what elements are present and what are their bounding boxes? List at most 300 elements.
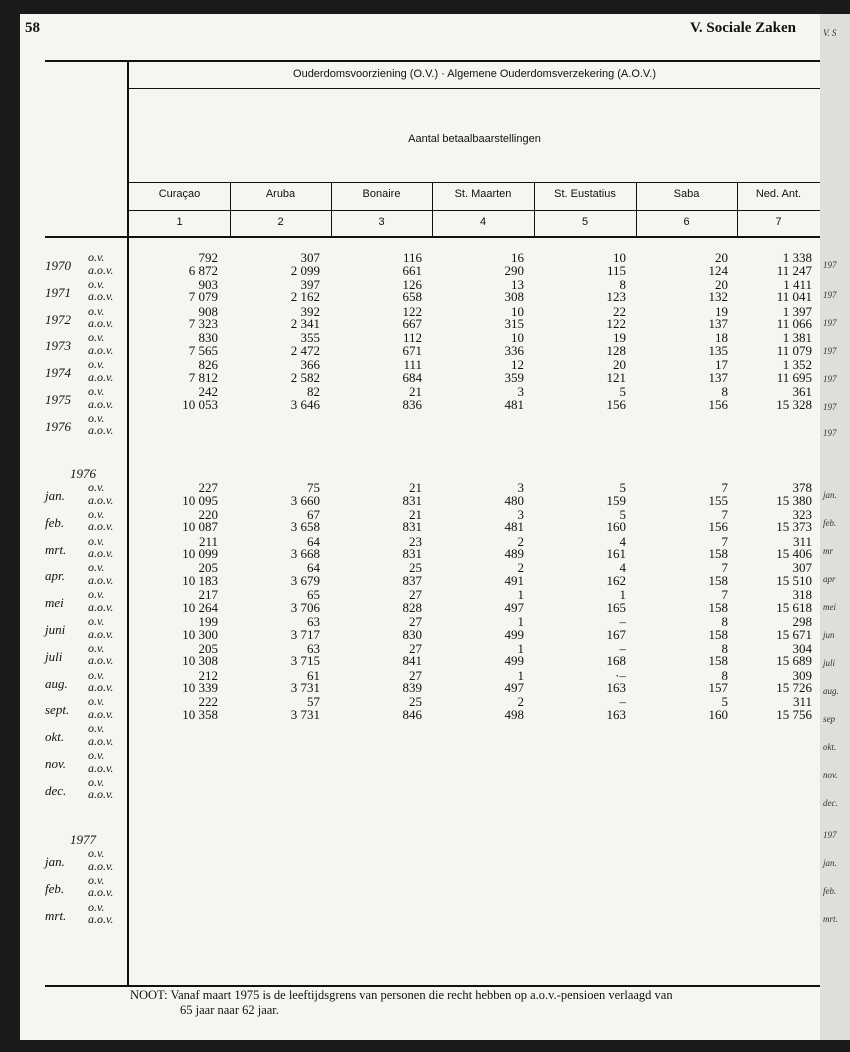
table-cell: 5 <box>721 694 728 710</box>
table-cell: 205 <box>198 640 218 656</box>
table-cell: 199 <box>198 614 218 629</box>
table-cell: 27 <box>409 640 422 656</box>
row-type-label: o.v. <box>88 410 105 425</box>
table-cell: 3 731 <box>290 706 320 722</box>
row-month: feb. <box>45 514 65 530</box>
table-cell: 158 <box>708 546 728 562</box>
table-cell: 25 <box>409 694 422 710</box>
table-cell: 2 <box>517 694 524 710</box>
table-cell: 6 872 <box>188 262 218 278</box>
table-cell: 839 <box>402 680 422 696</box>
adjacent-page-fragment: 197 <box>823 374 837 384</box>
row-month: feb. <box>45 880 65 896</box>
table-cell: 846 <box>402 706 422 722</box>
table-cell: 167 <box>606 626 626 642</box>
table-cell: 318 <box>792 587 812 603</box>
table-cell: 27 <box>409 614 422 629</box>
row-type-label: a.o.v. <box>88 912 114 927</box>
table-cell: 3 715 <box>290 653 320 669</box>
row-type-label: a.o.v. <box>88 680 114 695</box>
adjacent-page-fragment: feb. <box>823 886 837 896</box>
table-cell: 311 <box>792 533 812 549</box>
table-cell: 19 <box>613 330 626 346</box>
table-cell: 137 <box>708 369 728 385</box>
table-cell: 156 <box>606 396 626 412</box>
row-type-label: o.v. <box>88 480 105 494</box>
table-cell: 826 <box>198 357 218 373</box>
adjacent-page-fragment: 197 <box>823 402 837 412</box>
table-cell: 7 <box>721 560 728 576</box>
table-cell: 10 183 <box>182 572 218 588</box>
table-cell: 15 406 <box>776 546 812 562</box>
table-cell: 10 308 <box>182 653 218 669</box>
adjacent-page-fragment: 197 <box>823 260 837 270</box>
table-cell: 163 <box>606 706 626 722</box>
table-cell: 8 <box>721 667 728 683</box>
adjacent-page-fragment: jan. <box>823 858 837 868</box>
table-cell: – <box>619 694 626 710</box>
column-number: 5 <box>581 216 589 228</box>
table-cell: 162 <box>606 572 626 588</box>
table-cell: 7 565 <box>188 342 218 358</box>
row-type-label: a.o.v. <box>88 599 114 614</box>
table-cell: 830 <box>198 330 218 346</box>
table-cell: 160 <box>708 706 728 722</box>
row-type-label: o.v. <box>88 640 105 655</box>
row-type-label: o.v. <box>88 330 105 345</box>
table-cell: 111 <box>403 357 422 373</box>
table-cell: 498 <box>504 706 524 722</box>
table-cell: 217 <box>198 587 218 603</box>
adjacent-page-fragment: 197 <box>823 290 837 300</box>
table-cell: 311 <box>792 694 812 710</box>
row-year: 1973 <box>45 338 71 354</box>
table-cell: 121 <box>606 369 626 385</box>
table-cell: 309 <box>792 667 812 683</box>
row-type-label: a.o.v. <box>88 653 114 668</box>
table-cell: 2 <box>517 533 524 549</box>
table-cell: 10 087 <box>182 519 218 535</box>
table-cell: 336 <box>504 342 524 358</box>
adjacent-page-fragment: 197 <box>823 318 837 328</box>
row-type-label: a.o.v. <box>88 262 114 277</box>
table-cell: 497 <box>504 680 524 696</box>
table-cell: 163 <box>606 680 626 696</box>
table-cell: 11 695 <box>776 369 812 385</box>
table-cell: 122 <box>402 303 422 319</box>
table-cell: 4 <box>619 560 626 576</box>
table-cell: 132 <box>708 289 728 305</box>
table-cell: 831 <box>402 546 422 562</box>
table-cell: 1 <box>517 667 524 683</box>
table-cell: 65 <box>307 587 320 603</box>
adjacent-page-fragment: dec. <box>823 798 838 808</box>
table-cell: 157 <box>708 680 728 696</box>
table-cell: 128 <box>606 342 626 358</box>
adjacent-page-fragment: jan. <box>823 490 837 500</box>
table-cell: 20 <box>715 250 728 265</box>
row-type-label: a.o.v. <box>88 733 114 748</box>
footnote <box>130 988 790 1018</box>
row-type-label: o.v. <box>88 872 105 887</box>
table-cell: 499 <box>504 626 524 642</box>
row-type-label: a.o.v. <box>88 787 114 802</box>
table-cell: 392 <box>300 303 320 319</box>
row-month: okt. <box>45 729 65 745</box>
table-cell: 908 <box>198 303 218 319</box>
table-cell: 112 <box>402 330 422 346</box>
table-cell: 27 <box>409 587 422 603</box>
table-cell: 20 <box>715 276 728 292</box>
row-type-label: a.o.v. <box>88 858 114 873</box>
row-month: aug. <box>45 675 68 691</box>
column-header-island: Saba <box>673 188 700 200</box>
row-type-label: o.v. <box>88 899 105 914</box>
table-cell: 155 <box>708 492 728 508</box>
adjacent-page-fragment: 197 <box>823 428 837 438</box>
column-header-island: Aruba <box>265 188 296 200</box>
table-cell: 4 <box>619 533 626 549</box>
table-cell: 480 <box>504 492 524 508</box>
table-cell: 1 381 <box>782 330 812 346</box>
row-type-label: o.v. <box>88 560 105 575</box>
table-cell: 75 <box>307 480 320 495</box>
table-cell: 3 717 <box>290 626 320 642</box>
header-rule-1 <box>129 88 820 89</box>
table-cell: 135 <box>708 342 728 358</box>
row-month: dec. <box>45 782 67 798</box>
adjacent-page-fragment: 197 <box>823 346 837 356</box>
table-cell: 307 <box>792 560 812 576</box>
column-number: 2 <box>277 216 284 228</box>
table-cell: 15 726 <box>776 680 812 696</box>
column-header-island: St. Eustatius <box>554 188 616 200</box>
row-type-label: a.o.v. <box>88 316 114 331</box>
table-cell: 158 <box>708 653 728 669</box>
table-cell: 10 300 <box>182 626 218 642</box>
row-type-label: o.v. <box>88 303 105 318</box>
table-cell: 13 <box>511 276 524 292</box>
table-cell: 2 341 <box>290 316 320 332</box>
adjacent-page-fragment: mei <box>823 602 836 612</box>
header-rule-3 <box>129 210 820 211</box>
table-cell: 841 <box>402 653 422 669</box>
column-header-island: St. Maarten <box>454 188 512 200</box>
row-type-label: o.v. <box>88 774 105 789</box>
table-cell: 137 <box>708 316 728 332</box>
table-cell: 12 <box>511 357 524 373</box>
table-cell: 10 <box>613 250 626 265</box>
adjacent-page-fragment: mrt. <box>823 914 838 924</box>
table-cell: 63 <box>307 640 320 656</box>
row-month: juni <box>45 622 66 637</box>
row-year: 1972 <box>45 311 71 327</box>
adjacent-page-fragment: feb. <box>823 518 837 528</box>
row-type-label: a.o.v. <box>88 396 114 411</box>
row-type-label: a.o.v. <box>88 519 114 534</box>
table-cell: 23 <box>409 533 422 549</box>
table-cell: 156 <box>708 396 728 412</box>
table-cell: 21 <box>409 480 422 495</box>
table-cell: 7 323 <box>188 316 218 332</box>
table-cell: 3 731 <box>290 680 320 696</box>
adjacent-page-fragment: 197 <box>823 830 837 840</box>
table-cell: 1 <box>517 587 524 603</box>
table-cell: 19 <box>715 303 728 319</box>
table-cell: 3 <box>517 480 524 495</box>
table-cell: 11 079 <box>776 342 812 358</box>
row-month: mei <box>45 595 64 611</box>
table-cell: 837 <box>402 572 422 588</box>
row-type-label: o.v. <box>88 587 105 602</box>
row-year: 1976 <box>45 418 71 434</box>
table-cell: 366 <box>300 357 320 373</box>
table-cell: 5 <box>619 506 626 522</box>
table-cell: 481 <box>504 396 524 412</box>
table-cell: 499 <box>504 653 524 669</box>
table-cell: 836 <box>402 396 422 412</box>
table-cell: 2 162 <box>290 289 320 305</box>
table-cell: 2 582 <box>290 369 320 385</box>
table-cell: – <box>619 640 626 656</box>
section-year-1976: 1976 <box>70 466 96 481</box>
table-cell: 11 041 <box>776 289 812 305</box>
table-cell: 227 <box>198 480 218 495</box>
row-month: sept. <box>45 702 70 718</box>
table-cell: 828 <box>402 599 422 615</box>
table-cell: 355 <box>300 330 320 346</box>
table-cell: 158 <box>708 599 728 615</box>
footnote-line-2: 65 jaar naar 62 jaar. <box>180 1003 279 1017</box>
table-cell: 378 <box>792 480 812 495</box>
table-cell: 361 <box>792 384 812 399</box>
table-cell: 25 <box>409 560 422 576</box>
table-cell: 7 <box>721 533 728 549</box>
table-cell: 161 <box>606 546 626 562</box>
table-cell: 5 <box>619 480 626 495</box>
column-number: 6 <box>683 216 690 228</box>
footnote-line-1: NOOT: Vanaf maart 1975 is de leeftijdsgrens van personen die recht hebben op a.o.v.-pensioen verlaagd van <box>130 988 673 1002</box>
table-cell: 22 <box>613 303 626 319</box>
row-type-label: a.o.v. <box>88 706 114 721</box>
table-cell: 122 <box>606 316 626 332</box>
table-cell: 15 671 <box>776 626 812 642</box>
table-cell: 21 <box>409 384 422 399</box>
table-cell: 156 <box>708 519 728 535</box>
row-type-label: o.v. <box>88 721 105 736</box>
table-cell: 661 <box>402 262 422 278</box>
table-cell: 10 <box>511 330 524 346</box>
table-cell: 10 099 <box>182 546 218 562</box>
row-month: jan. <box>45 488 65 503</box>
table-bottom-rule <box>45 985 820 987</box>
table-cell: 1 338 <box>782 250 812 265</box>
table-cell: 168 <box>606 653 626 669</box>
adjacent-page-fragment: nov. <box>823 770 838 780</box>
table-top-rule <box>45 60 820 62</box>
table-cell: 2 <box>517 560 524 576</box>
row-year: 1975 <box>45 392 71 407</box>
row-type-label: o.v. <box>88 846 105 860</box>
table-cell: 830 <box>402 626 422 642</box>
table-cell: 307 <box>300 250 320 265</box>
table-cell: 63 <box>307 614 320 629</box>
row-type-label: a.o.v. <box>88 885 114 900</box>
table-cell: 1 352 <box>782 357 812 373</box>
table-cell: 304 <box>792 640 812 656</box>
row-type-label: a.o.v. <box>88 342 114 357</box>
table-cell: 15 373 <box>776 519 812 535</box>
table-cell: 671 <box>402 342 422 358</box>
table-cell: 7 <box>721 506 728 522</box>
table-cell: – <box>619 614 626 629</box>
row-type-label: a.o.v. <box>88 546 114 561</box>
row-month: apr. <box>45 568 65 584</box>
adjacent-page-fragment: apr <box>823 574 836 584</box>
table-cell: 11 066 <box>776 316 812 332</box>
table-cell: 10 053 <box>182 396 218 412</box>
row-type-label: o.v. <box>88 276 105 291</box>
table-cell: 64 <box>307 560 320 576</box>
adjacent-page-fragment: mr <box>823 546 834 556</box>
table-cell: 57 <box>307 694 320 710</box>
table-cell: 3 646 <box>290 396 320 412</box>
table-cell: 1 <box>517 614 524 629</box>
table-cell: 481 <box>504 519 524 535</box>
table-cell: 3 706 <box>290 599 320 615</box>
table-cell: 205 <box>198 560 218 576</box>
table-cell: 158 <box>708 572 728 588</box>
table-cell: 8 <box>721 384 728 399</box>
adjacent-page-strip <box>820 14 850 1040</box>
table-cell: 211 <box>198 533 218 549</box>
adjacent-page-fragment: jun <box>823 630 835 640</box>
page-number: 58 <box>25 20 40 36</box>
row-year: 1974 <box>45 365 71 381</box>
row-type-label: a.o.v. <box>88 289 114 304</box>
row-type-label: a.o.v. <box>88 572 114 587</box>
row-type-label: o.v. <box>88 667 105 682</box>
table-cell: 489 <box>504 546 524 562</box>
table-cell: 1 411 <box>783 276 812 292</box>
table-cell: 7 <box>721 480 728 495</box>
row-month: nov. <box>45 756 67 771</box>
table-cell: 212 <box>198 667 218 683</box>
table-cell: 3 <box>517 506 524 522</box>
row-type-label: o.v. <box>88 506 105 521</box>
table-cell: 667 <box>402 316 422 332</box>
table-cell: 903 <box>198 276 218 292</box>
row-year: 1971 <box>45 284 71 300</box>
table-cell: 2 099 <box>290 262 320 278</box>
table-cell: 3 660 <box>290 492 320 508</box>
row-type-label: a.o.v. <box>88 492 114 507</box>
column-number: 4 <box>479 216 487 228</box>
table-cell: 8 <box>721 640 728 656</box>
section-year-1977: 1977 <box>70 832 96 847</box>
table-cell: 1 <box>517 640 524 656</box>
table-cell: 10 358 <box>182 706 218 722</box>
table-cell: 5 <box>619 384 626 399</box>
table-cell: 159 <box>606 492 626 508</box>
table-cell: 491 <box>504 572 524 588</box>
table-cell: 67 <box>307 506 320 522</box>
row-type-label: a.o.v. <box>88 369 114 384</box>
table-cell: 15 618 <box>776 599 812 615</box>
table-cell: 18 <box>715 330 728 346</box>
table-cell: 3 <box>517 384 524 399</box>
table-cell: 116 <box>402 250 422 265</box>
header-main-title: Ouderdomsvoorziening (O.V.) · Algemene Ouderdomsverzekering (A.O.V.) <box>293 68 656 80</box>
row-type-label: o.v. <box>88 614 105 628</box>
table-cell: ·– <box>615 667 626 683</box>
header-subtitle: Aantal betaalbaarstellingen <box>408 133 541 145</box>
table-cell: 298 <box>792 614 812 629</box>
table-cell: 10 <box>511 303 524 319</box>
table-cell: 7 <box>721 587 728 603</box>
table-cell: 15 689 <box>776 653 812 669</box>
column-header-island: Bonaire <box>362 188 401 200</box>
table-cell: 15 510 <box>776 572 812 588</box>
table-cell: 115 <box>606 262 626 278</box>
table-cell: 20 <box>613 357 626 373</box>
table-cell: 658 <box>402 289 422 305</box>
table-cell: 3 679 <box>290 572 320 588</box>
row-type-label: o.v. <box>88 250 105 264</box>
chapter-title: V. Sociale Zaken <box>690 20 796 36</box>
table-cell: 7 812 <box>188 369 218 385</box>
table-cell: 64 <box>307 533 320 549</box>
table-cell: 158 <box>708 626 728 642</box>
adjacent-page-fragment: sep <box>823 714 835 724</box>
table-cell: 16 <box>511 250 524 265</box>
table-cell: 290 <box>504 262 524 278</box>
table-cell: 7 079 <box>188 289 218 305</box>
table-cell: 123 <box>606 289 626 305</box>
table-cell: 124 <box>708 262 728 278</box>
table-cell: 27 <box>409 667 422 683</box>
table-cell: 15 756 <box>776 706 812 722</box>
table-cell: 10 339 <box>182 680 218 696</box>
row-type-label: o.v. <box>88 357 105 372</box>
table-cell: 8 <box>721 614 728 629</box>
table-cell: 10 264 <box>182 599 218 615</box>
table-cell: 397 <box>300 276 320 292</box>
column-number: 3 <box>378 216 385 228</box>
header-rule-2 <box>129 182 820 183</box>
table-cell: 3 668 <box>290 546 320 562</box>
table-cell: 2 472 <box>290 342 320 358</box>
table-cell: 831 <box>402 492 422 508</box>
table-cell: 684 <box>402 369 422 385</box>
table-cell: 222 <box>198 694 218 710</box>
table-cell: 11 247 <box>776 262 812 278</box>
table-cell: 82 <box>307 384 320 399</box>
table-cell: 15 380 <box>776 492 812 508</box>
table-cell: 165 <box>606 599 626 615</box>
row-type-label: o.v. <box>88 533 105 548</box>
table-cell: 497 <box>504 599 524 615</box>
row-year: 1970 <box>45 258 71 273</box>
table-cell: 831 <box>402 519 422 535</box>
adjacent-page-fragment: juli <box>823 658 836 668</box>
table-cell: 17 <box>715 357 728 373</box>
row-type-label: a.o.v. <box>88 626 114 641</box>
table-cell: 323 <box>792 506 812 522</box>
table-cell: 1 <box>619 587 626 603</box>
column-header-island: Ned. Ant. <box>755 188 802 200</box>
table-cell: 242 <box>198 384 218 399</box>
